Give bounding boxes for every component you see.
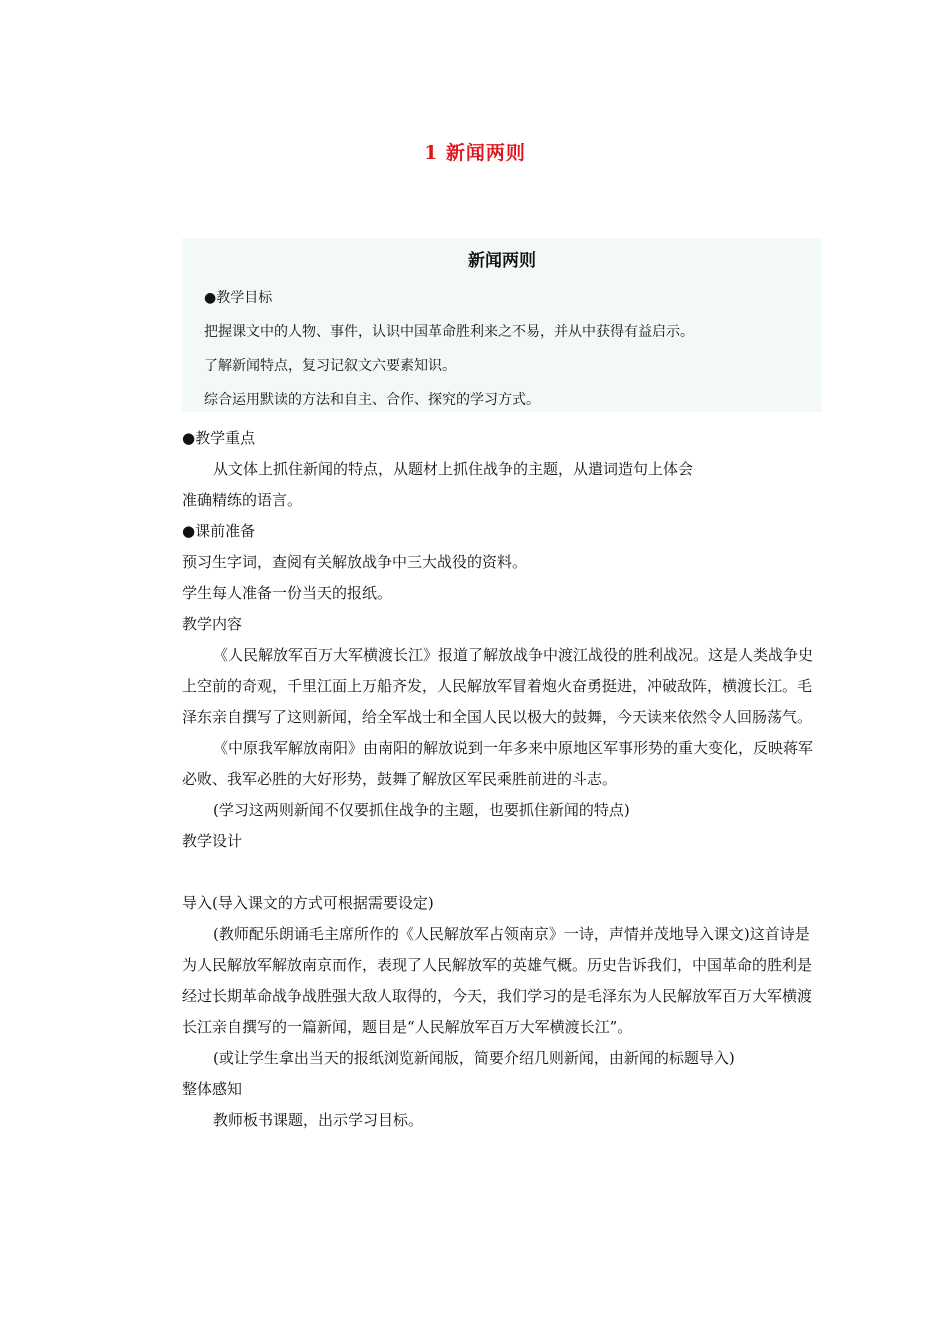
paragraph: 《中原我军解放南阳》由南阳的解放说到一年多来中原地区军事形势的重大变化，反映蒋军必败、我军必胜的大好形势，鼓舞了解放区军民乘胜前进的斗志。 [182, 739, 814, 788]
paragraph: 准确精练的语言。 [182, 491, 303, 509]
document-body [182, 423, 822, 1136]
objective-item: 综合运用默读的方法和自主、合作、探究的学习方式。 [204, 392, 540, 408]
paragraph: (或让学生拿出当天的报纸浏览新闻版，简要介绍几则新闻，由新闻的标题导入) [213, 1049, 735, 1067]
design-heading: 教学设计 [182, 832, 243, 850]
content-heading: 教学内容 [182, 615, 243, 633]
objectives-heading: ●教学目标 [204, 290, 273, 306]
paragraph: (学习这两则新闻不仅要抓住战争的主题，也要抓住新闻的特点) [213, 801, 630, 819]
preparation-heading: ●课前准备 [182, 522, 256, 540]
objective-item: 了解新闻特点，复习记叙文六要素知识。 [204, 358, 456, 374]
paragraph: 《人民解放军百万大军横渡长江》报道了解放战争中渡江战役的胜利战况。这是人类战争史上空前的奇观，千里江面上万船齐发，人民解放军冒着炮火奋勇挺进，冲破敌阵，横渡长江。毛泽东亲自撰写了这则新闻，给全军战士和全国人民以极大的鼓舞，今天读来依然令人回肠荡气。 [182, 646, 814, 726]
objectives-box [182, 238, 822, 412]
intro-heading: 导入(导入课文的方式可根据需要设定) [182, 894, 434, 912]
key-points-heading: ●教学重点 [182, 429, 256, 447]
paragraph: (教师配乐朗诵毛主席所作的《人民解放军占领南京》一诗，声情并茂地导入课文)这首诗是为人民解放军解放南京而作，表现了人民解放军的英雄气概。历史告诉我们，中国革命的胜利是经过长期革命战争战胜强大敌人取得的，今天，我们学习的是毛泽东为人民解放军百万大军横渡长江亲自撰写的一篇新闻，题目是“人民解放军百万大军横渡长江”。 [182, 925, 813, 1036]
paragraph: 教师板书课题，出示学习目标。 [213, 1111, 424, 1129]
paragraph: 预习生字词，查阅有关解放战争中三大战役的资料。 [182, 553, 528, 571]
page-title: 1 新闻两则 [424, 142, 526, 164]
overall-heading: 整体感知 [182, 1080, 243, 1098]
objective-item: 把握课文中的人物、事件，认识中国革命胜利来之不易，并从中获得有益启示。 [204, 324, 694, 340]
paragraph: 从文体上抓住新闻的特点，从题材上抓住战争的主题，从遣词造句上体会 [213, 460, 694, 478]
box-title: 新闻两则 [468, 251, 536, 271]
paragraph: 学生每人准备一份当天的报纸。 [182, 584, 393, 602]
